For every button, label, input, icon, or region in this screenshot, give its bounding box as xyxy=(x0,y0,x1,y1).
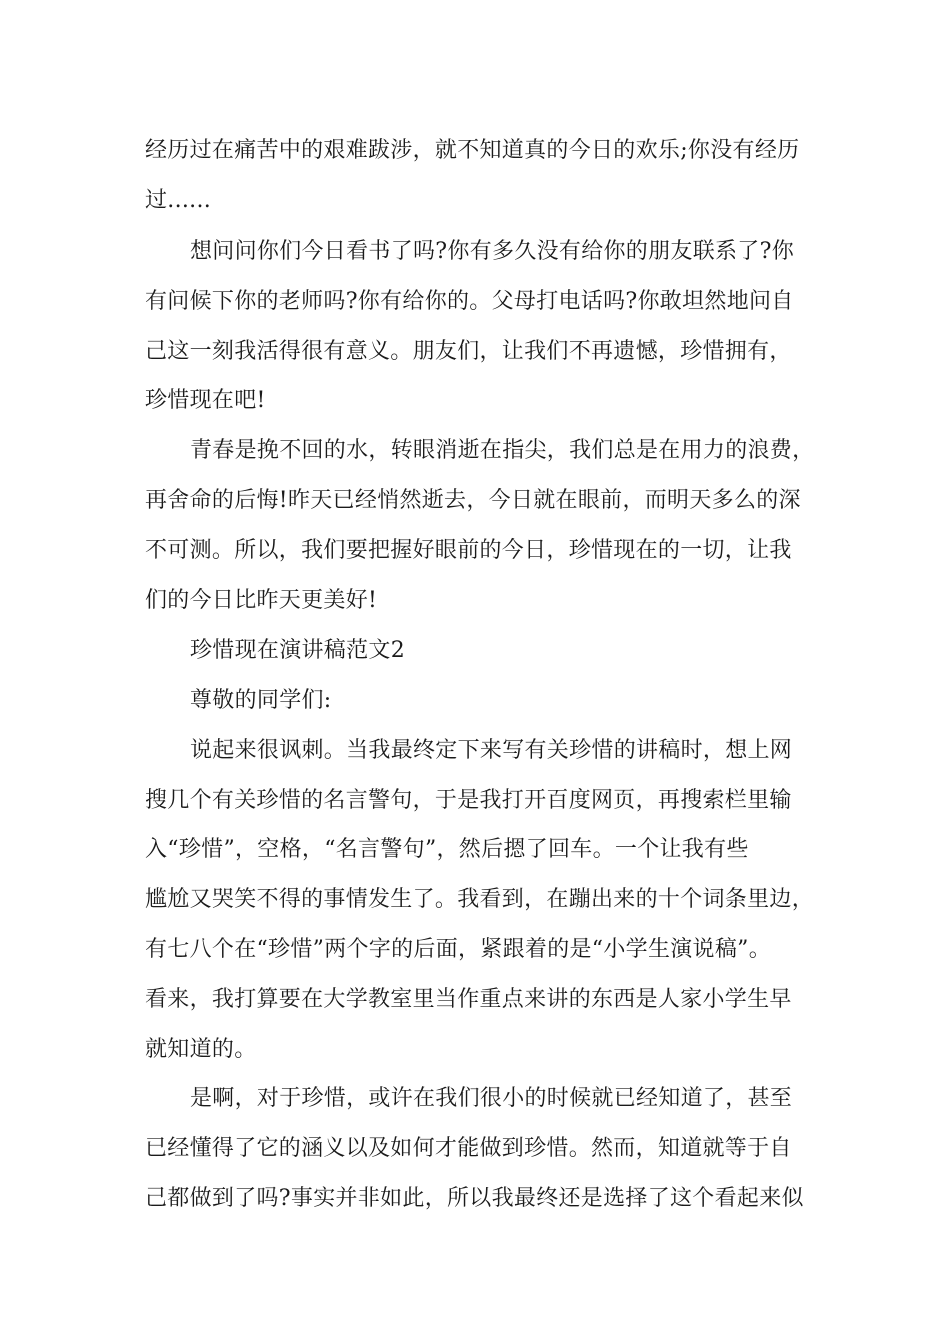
text-line: 就知道的。 xyxy=(145,1037,257,1062)
paragraph-first-line: 想问问你们今日看书了吗?你有多久没有给你的朋友联系了?你 xyxy=(190,239,794,264)
text-line: 搜几个有关珍惜的名言警句，于是我打开百度网页，再搜索栏里输 xyxy=(145,788,792,813)
text-line: 己都做到了吗?事实并非如此，所以我最终还是选择了这个看起来似 xyxy=(145,1186,804,1211)
text-line: 已经懂得了它的涵义以及如何才能做到珍惜。然而，知道就等于自 xyxy=(145,1136,792,1161)
salutation: 尊敬的同学们: xyxy=(190,688,332,713)
paragraph-first-line: 说起来很讽刺。当我最终定下来写有关珍惜的讲稿时，想上网 xyxy=(190,738,793,763)
text-line: 己这一刻我活得很有意义。朋友们，让我们不再遗憾，珍惜拥有， xyxy=(145,339,792,364)
text-line: 再舍命的后悔!昨天已经悄然逝去，今日就在眼前，而明天多么的深 xyxy=(145,488,801,513)
text-line: 经历过在痛苦中的艰难跋涉，就不知道真的今日的欢乐;你没有经历 xyxy=(145,138,800,163)
text-line: 有七八个在“珍惜”两个字的后面，紧跟着的是“小学生演说稿”。 xyxy=(145,937,771,962)
text-line: 看来，我打算要在大学教室里当作重点来讲的东西是人家小学生早 xyxy=(145,987,792,1012)
paragraph-first-line: 是啊，对于珍惜，或许在我们很小的时候就已经知道了，甚至 xyxy=(190,1086,793,1111)
text-line: 尴尬又哭笑不得的事情发生了。我看到，在蹦出来的十个词条里边， xyxy=(145,887,815,912)
section-title: 珍惜现在演讲稿范文2 xyxy=(190,638,405,663)
text-line: 们的今日比昨天更美好! xyxy=(145,588,378,613)
text-line: 有问候下你的老师吗?你有给你的。父母打电话吗?你敢坦然地问自 xyxy=(145,289,794,314)
text-line: 入“珍惜”，空格，“名言警句”，然后摁了回车。一个让我有些 xyxy=(145,837,749,862)
text-line: 珍惜现在吧! xyxy=(145,388,266,413)
text-line: 过...... xyxy=(145,188,212,213)
paragraph-first-line: 青春是挽不回的水，转眼消逝在指尖，我们总是在用力的浪费， xyxy=(190,438,815,463)
text-line: 不可测。所以，我们要把握好眼前的今日，珍惜现在的一切，让我 xyxy=(145,538,792,563)
